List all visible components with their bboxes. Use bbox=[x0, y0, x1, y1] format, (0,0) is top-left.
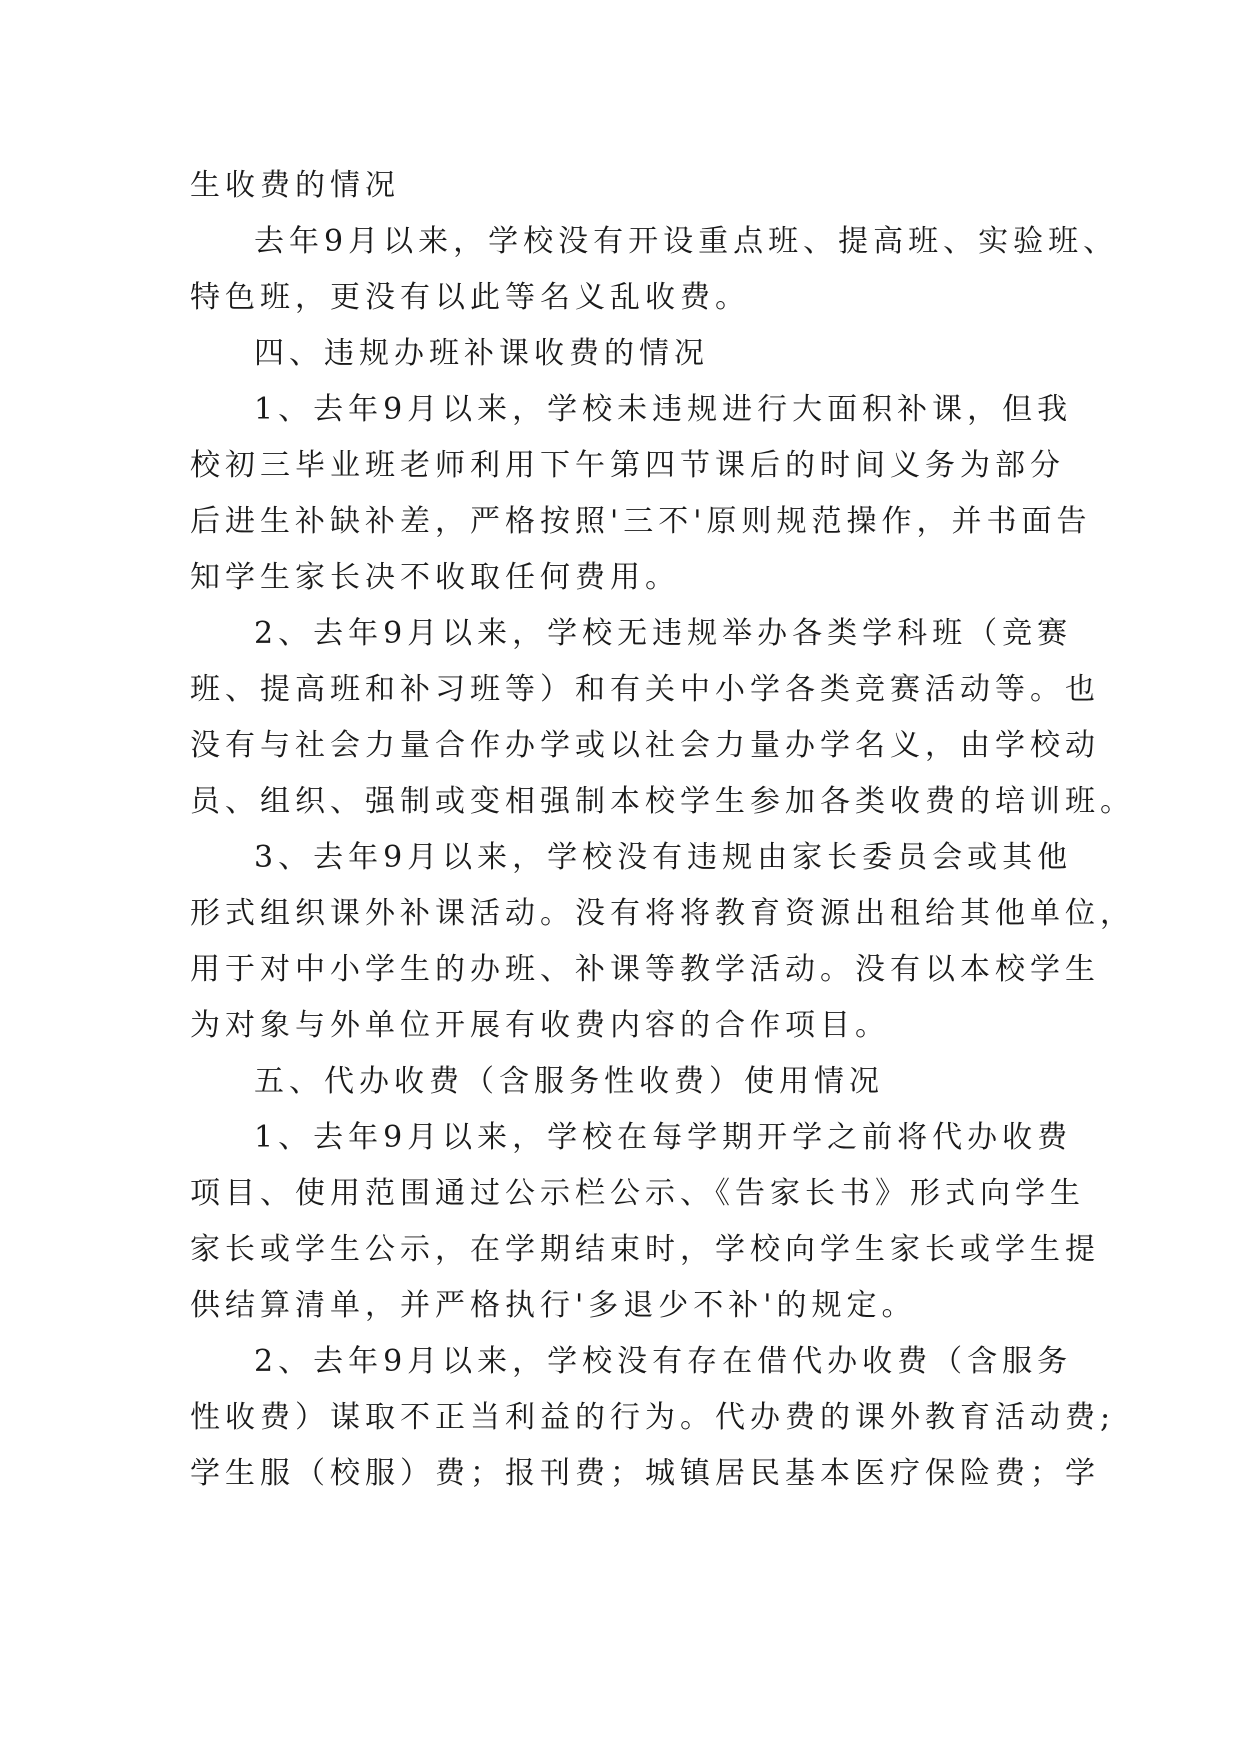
text-line: 特色班，更没有以此等名义乱收费。 bbox=[190, 280, 750, 315]
text-line: 没有与社会力量合作办学或以社会力量办学名义，由学校动 bbox=[190, 728, 1100, 763]
text-line: 2、去年9月以来，学校无违规举办各类学科班（竞赛 bbox=[254, 616, 1073, 651]
text-line: 用于对中小学生的办班、补课等教学活动。没有以本校学生 bbox=[190, 952, 1100, 987]
text-line: 为对象与外单位开展有收费内容的合作项目。 bbox=[190, 1008, 890, 1043]
text-line: 去年9月以来，学校没有开设重点班、提高班、实验班、 bbox=[254, 224, 1119, 259]
section-heading: 五、代办收费（含服务性收费）使用情况 bbox=[254, 1064, 884, 1099]
text-line: 1、去年9月以来，学校在每学期开学之前将代办收费 bbox=[254, 1120, 1073, 1155]
text-line: 家长或学生公示，在学期结束时，学校向学生家长或学生提 bbox=[190, 1232, 1100, 1267]
text-line: 3、去年9月以来，学校没有违规由家长委员会或其他 bbox=[254, 840, 1073, 875]
text-line: 后进生补缺补差，严格按照'三不'原则规范操作，并书面告 bbox=[190, 504, 1092, 539]
section-heading: 四、违规办班补课收费的情况 bbox=[254, 336, 709, 371]
text-line: 员、组织、强制或变相强制本校学生参加各类收费的培训班。 bbox=[190, 784, 1135, 819]
text-line: 学生服（校服）费；报刊费；城镇居民基本医疗保险费；学 bbox=[190, 1456, 1100, 1491]
text-line: 校初三毕业班老师利用下午第四节课后的时间义务为部分 bbox=[190, 448, 1065, 483]
text-line: 性收费）谋取不正当利益的行为。代办费的课外教育活动费; bbox=[190, 1400, 1116, 1435]
text-line: 班、提高班和补习班等）和有关中小学各类竞赛活动等。也 bbox=[190, 672, 1100, 707]
text-line: 2、去年9月以来，学校没有存在借代办收费（含服务 bbox=[254, 1344, 1073, 1379]
document-body bbox=[190, 158, 1135, 1502]
text-line: 生收费的情况 bbox=[190, 168, 400, 203]
text-line: 供结算清单，并严格执行'多退少不补'的规定。 bbox=[190, 1288, 917, 1323]
text-line: 1、去年9月以来，学校未违规进行大面积补课，但我 bbox=[254, 392, 1073, 427]
text-line: 形式组织课外补课活动。没有将将教育资源出租给其他单位， bbox=[190, 896, 1135, 931]
text-line: 知学生家长决不收取任何费用。 bbox=[190, 560, 680, 595]
text-line: 项目、使用范围通过公示栏公示、《告家长书》形式向学生 bbox=[190, 1176, 1085, 1211]
